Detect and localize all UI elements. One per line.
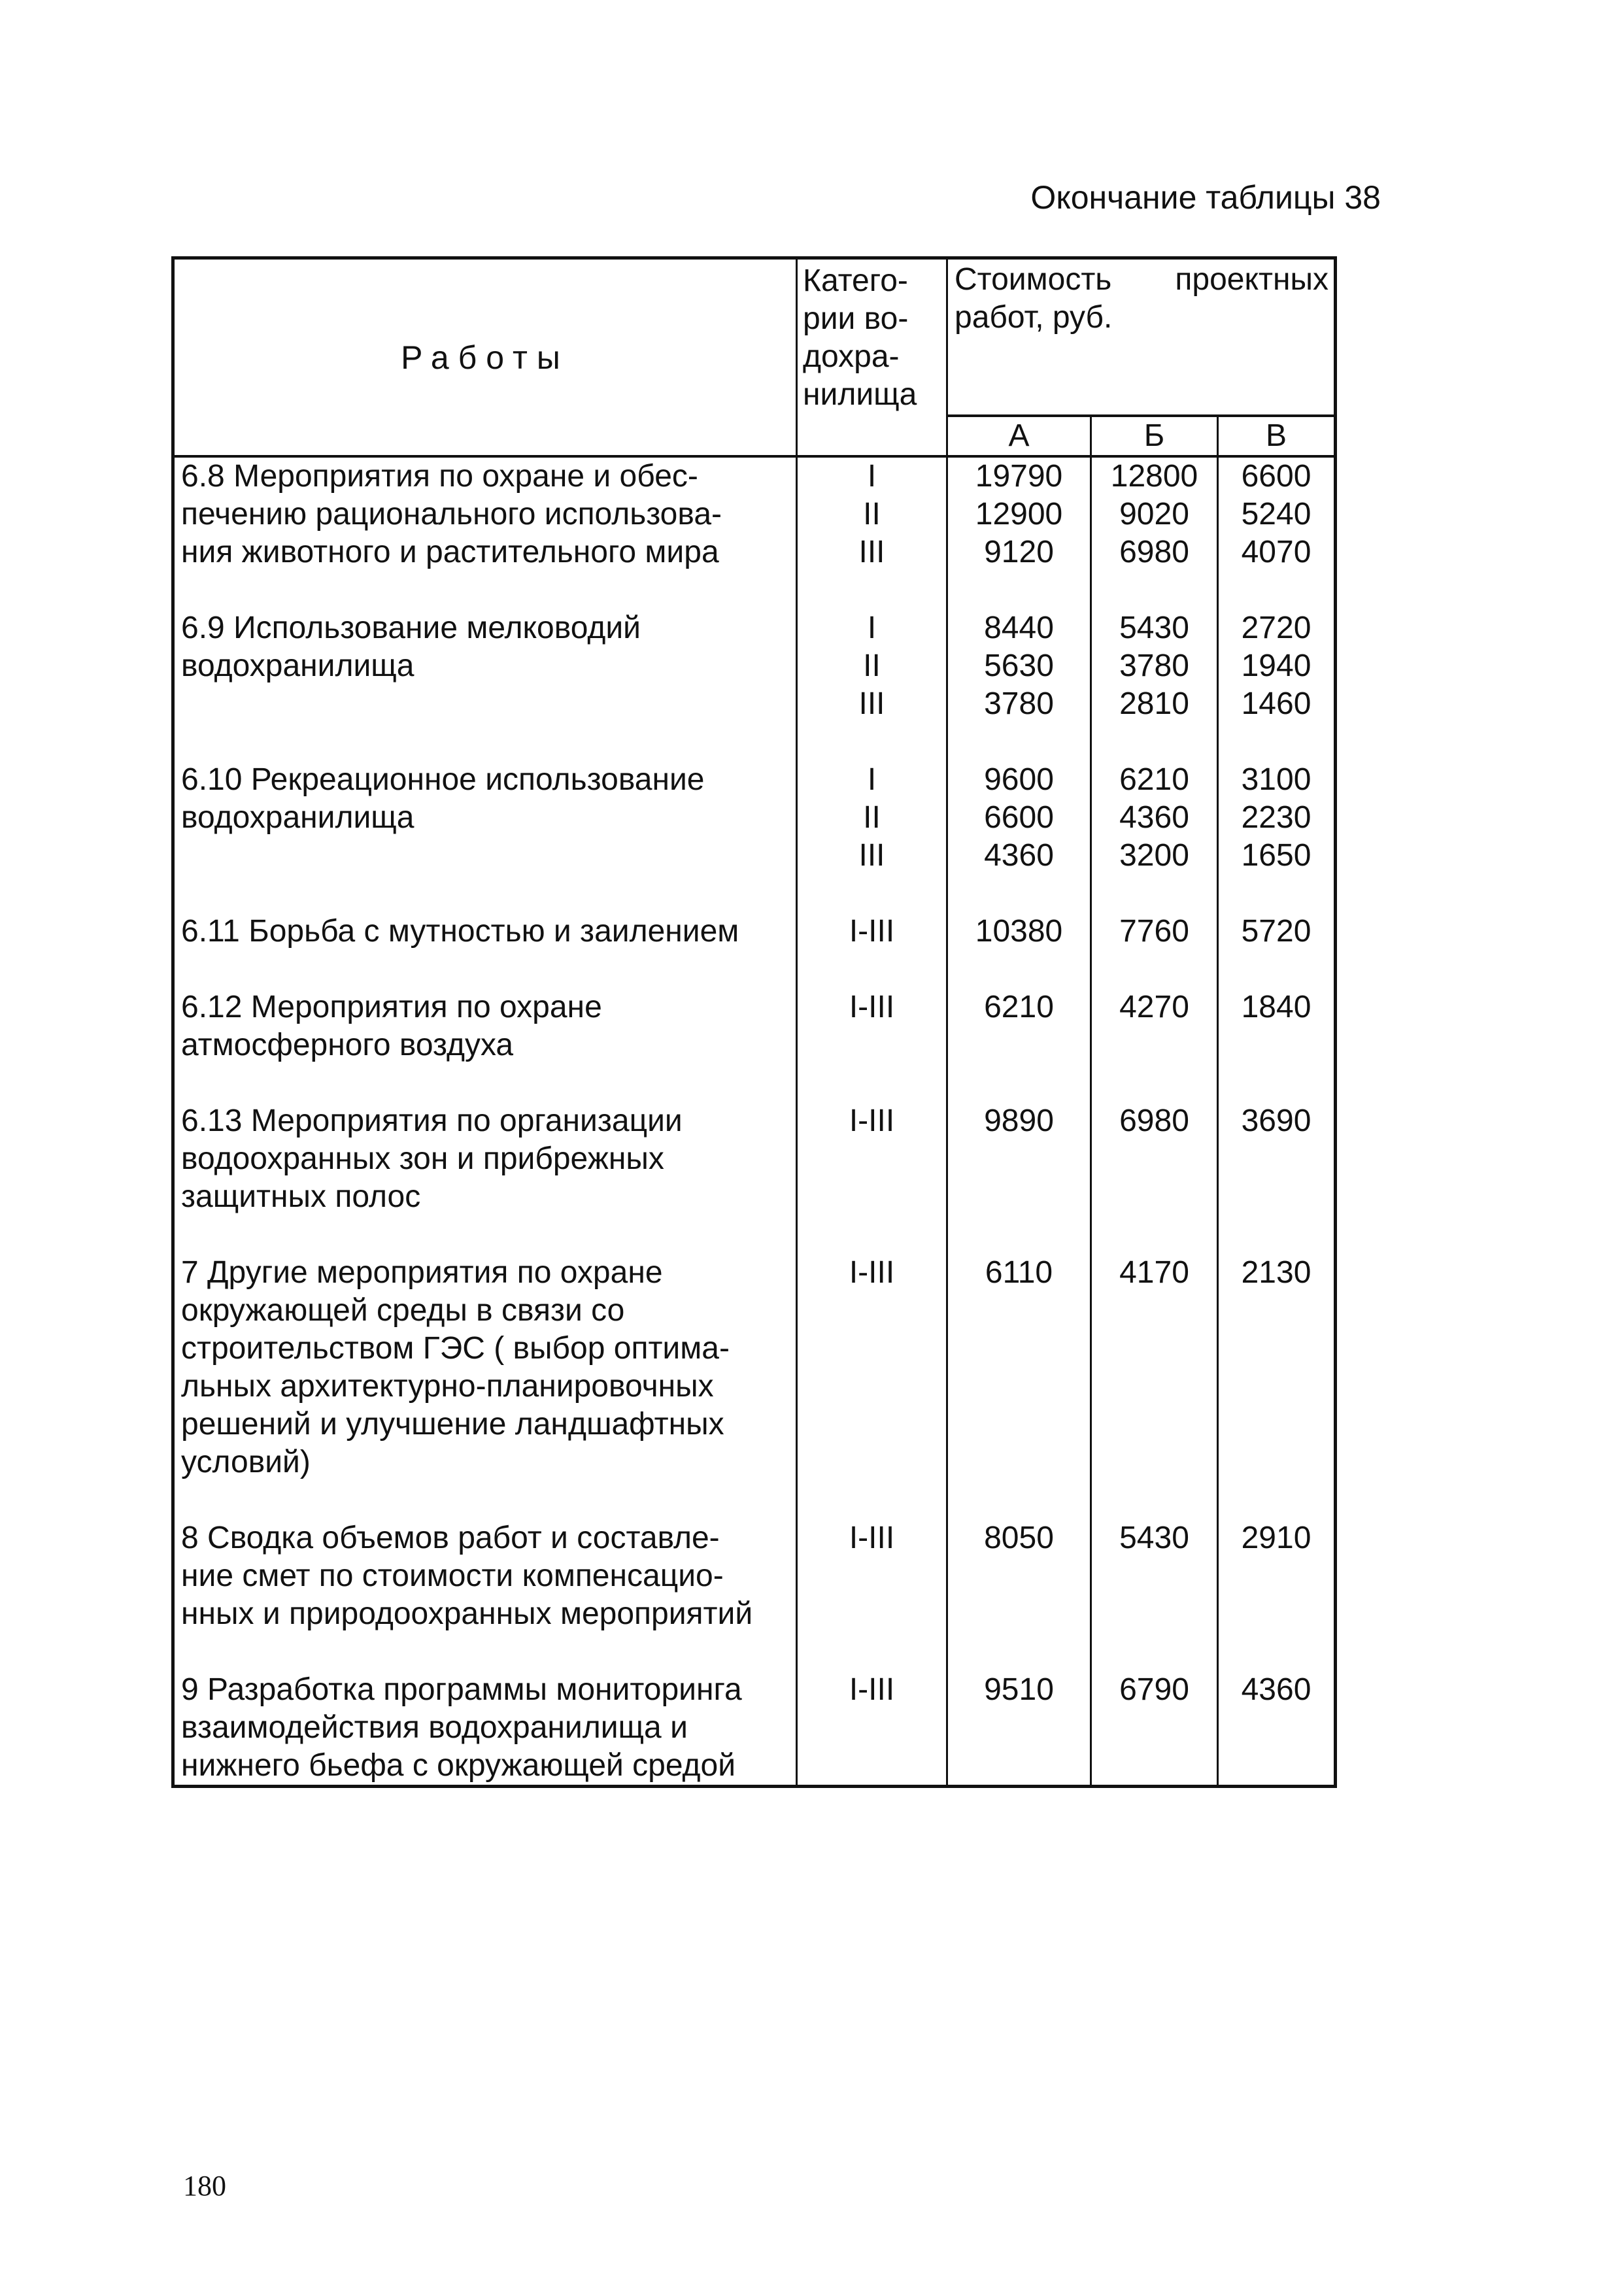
work-cell: 6.12 Мероприятия по охране атмосферного воздуха bbox=[173, 988, 797, 1064]
category-cell: I II III bbox=[797, 456, 947, 571]
cost-b-cell: 4170 bbox=[1091, 1254, 1218, 1481]
cost-c-cell: 2910 bbox=[1218, 1519, 1336, 1633]
row-spacer bbox=[173, 1481, 1336, 1519]
row-spacer bbox=[173, 1064, 1336, 1102]
row-spacer bbox=[173, 723, 1336, 761]
category-cell: I-III bbox=[797, 1519, 947, 1633]
cost-b-cell: 12800 9020 6980 bbox=[1091, 456, 1218, 571]
cost-c-cell: 5720 bbox=[1218, 913, 1336, 951]
cost-c-cell: 1840 bbox=[1218, 988, 1336, 1064]
work-cell: 8 Сводка объемов работ и составле- ние смет по стоимости компенсацио- нных и природоохранных мероприятий bbox=[173, 1519, 797, 1633]
table-row bbox=[173, 609, 1336, 723]
cost-a-cell: 6110 bbox=[947, 1254, 1091, 1481]
table-row bbox=[173, 913, 1336, 951]
header-col-c: В bbox=[1218, 416, 1336, 456]
table-body bbox=[173, 456, 1336, 1787]
cost-b-cell: 5430 3780 2810 bbox=[1091, 609, 1218, 723]
category-cell: I-III bbox=[797, 913, 947, 951]
row-spacer bbox=[173, 1216, 1336, 1254]
header-col-b: Б bbox=[1091, 416, 1218, 456]
cost-c-cell: 2130 bbox=[1218, 1254, 1336, 1481]
category-cell: I-III bbox=[797, 988, 947, 1064]
header-cost-left: Стоимость bbox=[955, 262, 1112, 297]
work-cell: 6.13 Мероприятия по организации водоохранных зон и прибрежных защитных полос bbox=[173, 1102, 797, 1216]
table-caption: Окончание таблицы 38 bbox=[1030, 179, 1381, 216]
table-row bbox=[173, 456, 1336, 571]
cost-b-cell: 6210 4360 3200 bbox=[1091, 761, 1218, 875]
cost-c-cell: 2720 1940 1460 bbox=[1218, 609, 1336, 723]
cost-a-cell: 10380 bbox=[947, 913, 1091, 951]
table-row bbox=[173, 988, 1336, 1064]
cost-c-cell: 3690 bbox=[1218, 1102, 1336, 1216]
cost-a-cell: 8440 5630 3780 bbox=[947, 609, 1091, 723]
cost-a-cell: 6210 bbox=[947, 988, 1091, 1064]
header-cost bbox=[947, 258, 1336, 416]
work-cell: 6.8 Мероприятия по охране и обес- печению рационального использова- ния животного и растительного мира bbox=[173, 456, 797, 571]
page-number: 180 bbox=[183, 2170, 226, 2202]
table-row bbox=[173, 1519, 1336, 1633]
cost-b-cell: 6790 bbox=[1091, 1671, 1218, 1787]
cost-c-cell: 4360 bbox=[1218, 1671, 1336, 1787]
work-cell: 6.10 Рекреационное использование водохранилища bbox=[173, 761, 797, 875]
row-spacer bbox=[173, 951, 1336, 988]
category-cell: I II III bbox=[797, 761, 947, 875]
row-spacer bbox=[173, 875, 1336, 913]
category-cell: I-III bbox=[797, 1102, 947, 1216]
table-row bbox=[173, 1254, 1336, 1481]
cost-a-cell: 9600 6600 4360 bbox=[947, 761, 1091, 875]
row-spacer bbox=[173, 571, 1336, 609]
cost-a-cell: 9510 bbox=[947, 1671, 1091, 1787]
cost-b-cell: 5430 bbox=[1091, 1519, 1218, 1633]
header-category: Катего- рии во- дохра- нилища bbox=[797, 258, 947, 457]
work-cell: 6.9 Использование мелководий водохранилища bbox=[173, 609, 797, 723]
work-cell: 7 Другие мероприятия по охране окружающей среды в связи со строительством ГЭС ( выбор оптима- льных архитектурно-планировочных решений и улучшение ландшафтных условий) bbox=[173, 1254, 797, 1481]
header-col-a: А bbox=[947, 416, 1091, 456]
header-cost-unit: работ, руб. bbox=[955, 300, 1113, 335]
work-cell: 9 Разработка программы мониторинга взаимодействия водохранилища и нижнего бьефа с окружающей средой bbox=[173, 1671, 797, 1787]
cost-a-cell: 9890 bbox=[947, 1102, 1091, 1216]
cost-b-cell: 6980 bbox=[1091, 1102, 1218, 1216]
table-row bbox=[173, 1671, 1336, 1787]
cost-b-cell: 7760 bbox=[1091, 913, 1218, 951]
cost-b-cell: 4270 bbox=[1091, 988, 1218, 1064]
header-works: Работы bbox=[173, 258, 797, 457]
category-cell: I-III bbox=[797, 1254, 947, 1481]
table-row bbox=[173, 761, 1336, 875]
cost-c-cell: 6600 5240 4070 bbox=[1218, 456, 1336, 571]
table-row bbox=[173, 1102, 1336, 1216]
category-cell: I-III bbox=[797, 1671, 947, 1787]
header-cost-right: проектных bbox=[1175, 262, 1328, 297]
row-spacer bbox=[173, 1633, 1336, 1671]
work-cell: 6.11 Борьба с мутностью и заилением bbox=[173, 913, 797, 951]
cost-a-cell: 8050 bbox=[947, 1519, 1091, 1633]
cost-c-cell: 3100 2230 1650 bbox=[1218, 761, 1336, 875]
category-cell: I II III bbox=[797, 609, 947, 723]
cost-table bbox=[171, 256, 1337, 1788]
cost-a-cell: 19790 12900 9120 bbox=[947, 456, 1091, 571]
